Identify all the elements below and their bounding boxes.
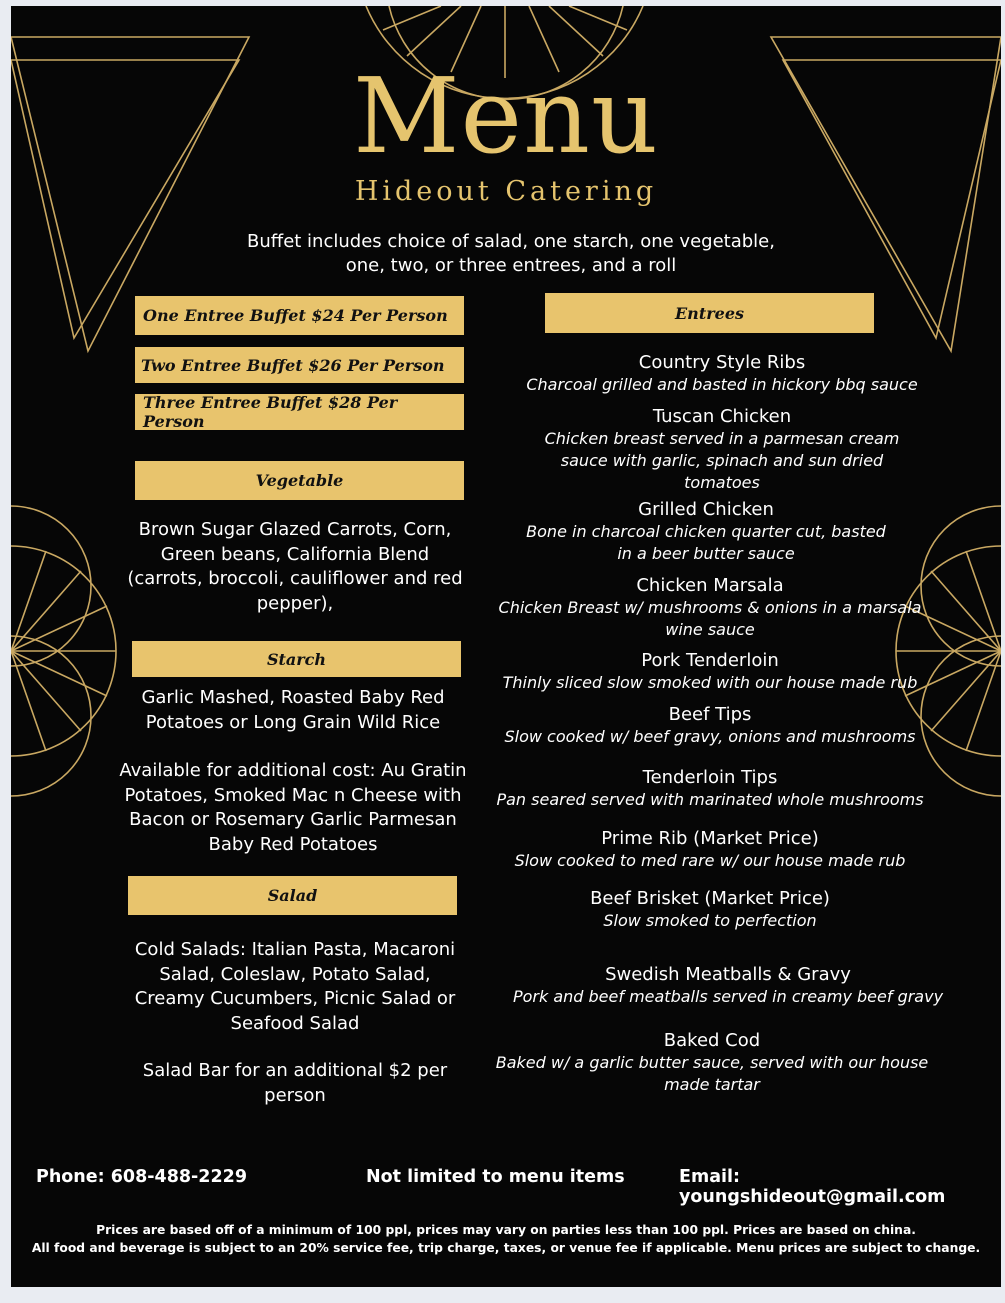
entrees-heading: Entrees [545,293,874,333]
entree-item: Country Style Ribs Charcoal grilled and basted in hickory bbq sauce [526,352,918,394]
entree-item: Tenderloin Tips Pan seared served with marinated whole mushrooms [496,767,924,809]
fine-print: Prices are based off of a minimum of 100 ppl, prices may vary on parties less than 100 ppl. Prices are based on china. All food and beverage is subject to an 20% service fee, trip charge, taxes, or venue fee if applicable. Menu prices are subject to change. [31,1223,981,1255]
phone-number: Phone: 608-488-2229 [36,1167,248,1187]
not-limited-note: Not limited to menu items [366,1167,625,1187]
entree-item: Chicken Marsala Chicken Breast w/ mushrooms & onions in a marsala wine sauce [498,575,922,639]
price-banner-two-entree: Two Entree Buffet $26 Per Person [135,347,464,383]
vegetable-text: Brown Sugar Glazed Carrots, Corn, Green beans, California Blend (carrots, broccoli, cauliflower and red pepper), [127,519,463,614]
salad-text: Cold Salads: Italian Pasta, Macaroni Salad, Coleslaw, Potato Salad, Creamy Cucumbers, Picnic Salad or Seafood Salad [134,939,456,1034]
entree-item: Beef Brisket (Market Price) Slow smoked to perfection [590,888,830,930]
starch-text: Garlic Mashed, Roasted Baby Red Potatoes or Long Grain Wild Rice [141,687,445,733]
entree-item: Beef Tips Slow cooked w/ beef gravy, onions and mushrooms [504,704,916,746]
entree-item: Grilled Chicken Bone in charcoal chicken quarter cut, basted in a beer butter sauce [526,499,886,563]
entree-item: Baked Cod Baked w/ a garlic butter sauce, served with our house made tartar [495,1030,929,1094]
price-banner-three-entree: Three Entree Buffet $28 Per Person [135,394,464,430]
entree-item: Prime Rib (Market Price) Slow cooked to med rare w/ our house made rub [514,828,906,870]
salad-heading: Salad [128,876,457,915]
starch-additional-text: Available for additional cost: Au Gratin Potatoes, Smoked Mac n Cheese with Bacon or Rosemary Garlic Parmesan Baby Red Potatoes [119,760,467,855]
entree-item: Pork Tenderloin Thinly sliced slow smoked with our house made rub [502,650,918,692]
salad-bar-text: Salad Bar for an additional $2 per person [142,1060,448,1106]
price-banner-one-entree: One Entree Buffet $24 Per Person [135,296,464,335]
starch-heading: Starch [132,641,461,677]
entree-item: Tuscan Chicken Chicken breast served in a parmesan cream sauce with garlic, spinach and sun dried tomatoes [544,406,900,492]
buffet-intro: Buffet includes choice of salad, one starch, one vegetable, one, two, or three entrees, and a roll [247,231,775,276]
entree-item: Swedish Meatballs & Gravy Pork and beef meatballs served in creamy beef gravy [512,964,944,1006]
business-name: Hideout Catering [354,176,658,207]
menu-page [11,6,1001,1287]
menu-title: Menu [353,55,659,177]
vegetable-heading: Vegetable [135,461,464,500]
left-circle-ornament [11,506,116,796]
email-address: Email: youngshideout@gmail.com [679,1167,946,1207]
